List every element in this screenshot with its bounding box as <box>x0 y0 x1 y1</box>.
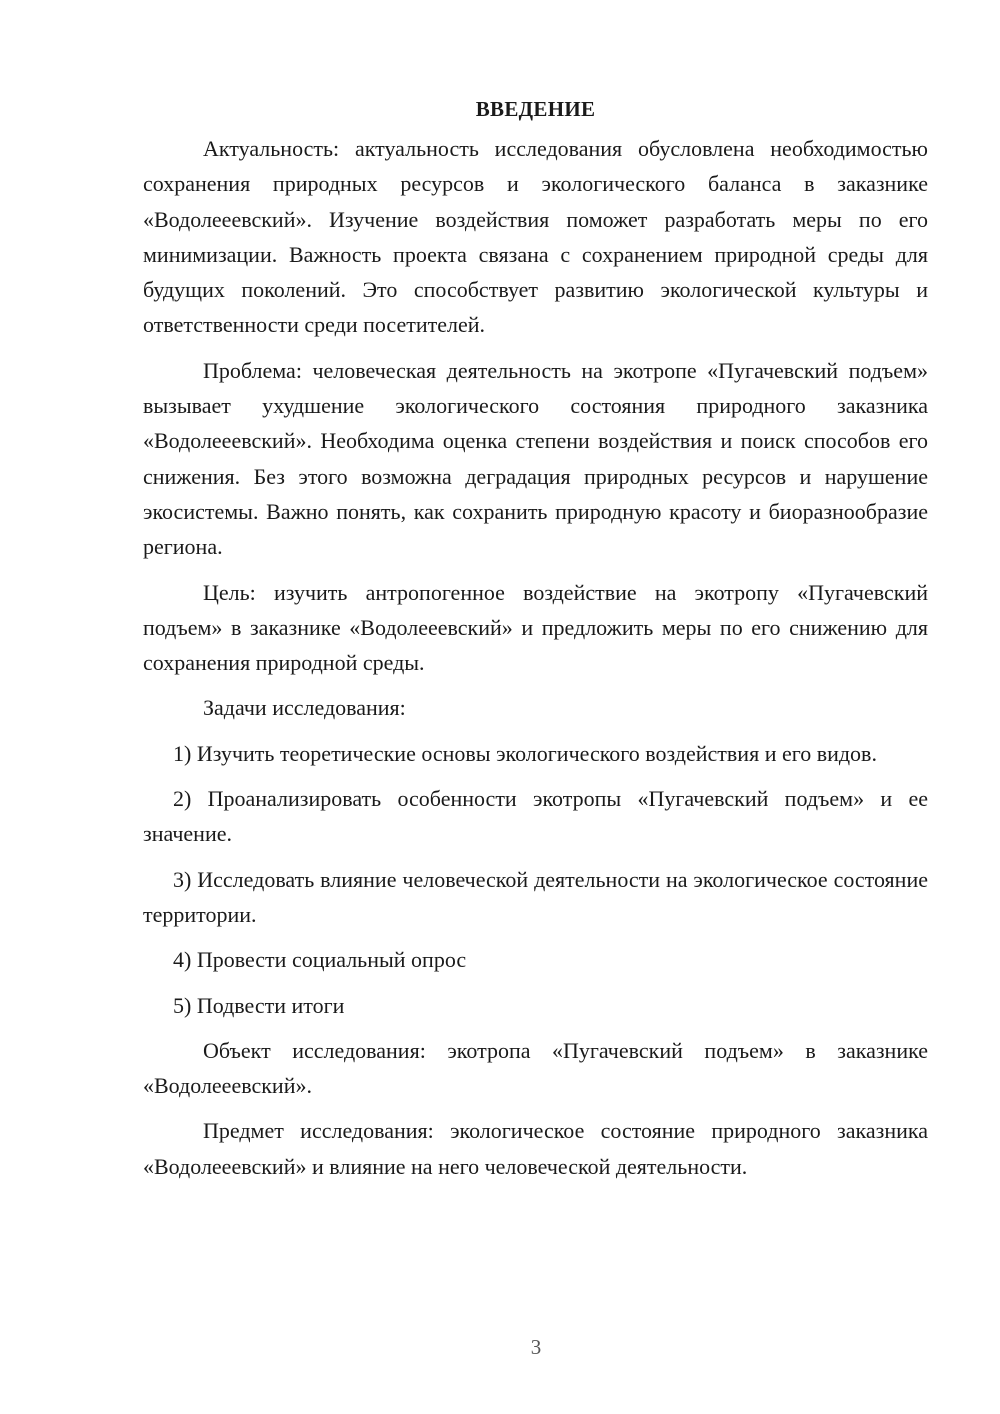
page-number: 3 <box>530 1335 542 1359</box>
tasks-heading: Задачи исследования: <box>203 695 406 721</box>
list-item: 3) Исследовать влияние человеческой деятельности на экологическое состояние территории. <box>143 866 928 927</box>
list-item: 1) Изучить теоретические основы экологического воздействия и его видов. <box>173 740 877 766</box>
paragraph-problem: Проблема: человеческая деятельность на экотропе «Пугачевский подъем» вызывает ухудшение экологического состояния природного заказника «Водолееевский». Необходима оценка степени воздействия и поиск способов его снижения. Без этого возможна деградация природных ресурсов и нарушение экосистемы. Важно понять, как сохранить природную красоту и биоразнообразие региона. <box>143 357 928 560</box>
list-item: 5) Подвести итоги <box>173 992 345 1018</box>
list-item: 2) Проанализировать особенности экотропы «Пугачевский подъем» и ее значение. <box>143 786 928 847</box>
page-title: ВВЕДЕНИЕ <box>475 97 596 121</box>
paragraph-object: Объект исследования: экотропа «Пугачевский подъем» в заказнике «Водолееевский». <box>143 1037 928 1099</box>
list-item: 4) Провести социальный опрос <box>173 947 467 973</box>
document-body <box>143 92 928 1184</box>
paragraph-goal: Цель: изучить антропогенное воздействие на экотропу «Пугачевский подъем» в заказнике «Водолееевский» и предложить меры по его снижению для сохранения природной среды. <box>143 579 928 676</box>
paragraph-subject: Предмет исследования: экологическое состояние природного заказника «Водолееевский» и влияние на него человеческой деятельности. <box>143 1118 928 1179</box>
paragraph-relevance: Актуальность: актуальность исследования обусловлена необходимостью сохранения природных ресурсов и экологического баланса в заказнике «Водолееевский». Изучение воздействия поможет разработать меры по его минимизации. Важность проекта связана с сохранением природной среды для будущих поколений. Это способствует развитию экологической культуры и ответственности среди посетителей. <box>143 136 928 338</box>
